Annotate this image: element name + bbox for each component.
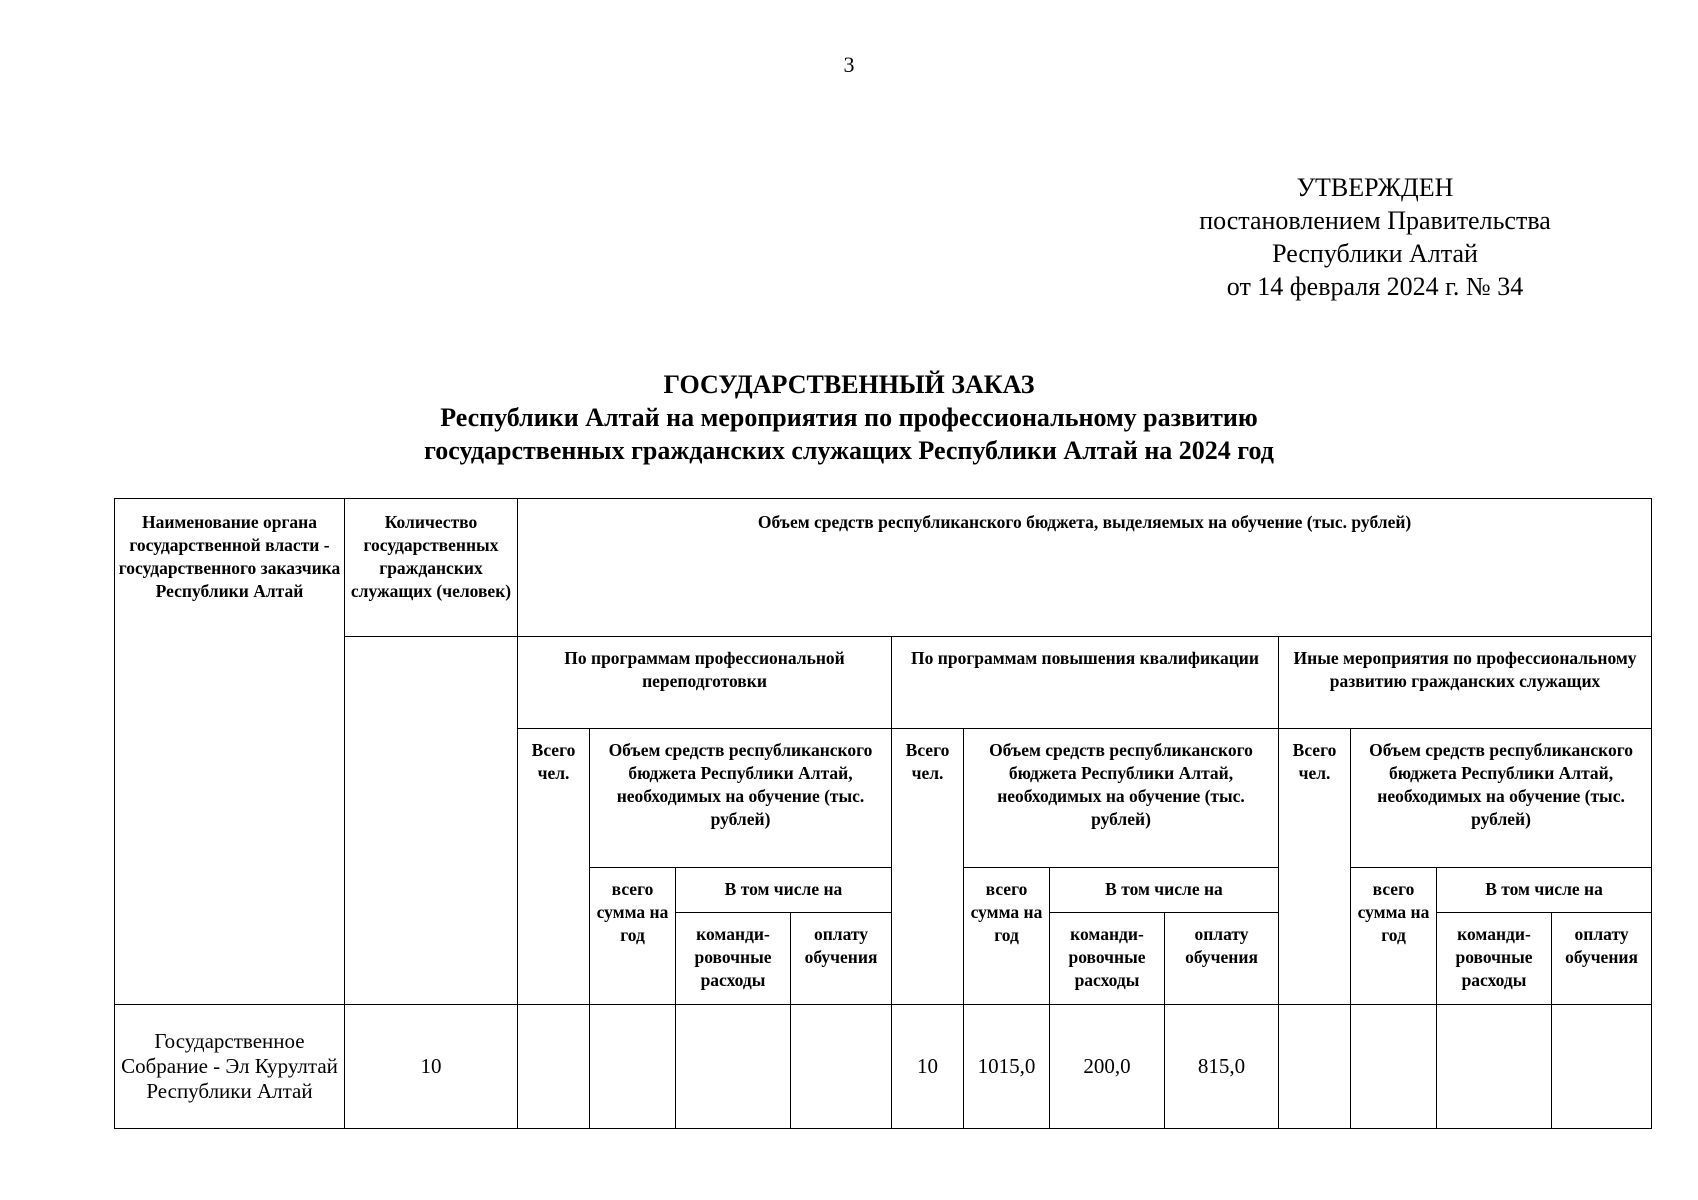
header-volume: Объем средств республиканского бюджета Республики Алтай, необходимых на обучение (тыс. рублей) <box>964 729 1279 868</box>
header-organ: Наименование органа государственной власти - государственного заказчика Республики Алтай <box>115 499 345 1005</box>
cell-retraining-total <box>590 1005 676 1129</box>
state-order-table <box>114 498 1652 1129</box>
header-count-blank <box>345 637 518 1005</box>
cell-qualification-people: 10 <box>892 1005 964 1129</box>
title-line-3: государственных гражданских служащих Республики Алтай на 2024 год <box>424 436 1274 465</box>
header-group-qualification: По программам повышения квалификации <box>892 637 1279 729</box>
approval-line-3: Республики Алтай <box>1272 239 1478 268</box>
approval-line-2: постановлением Правительства <box>1199 206 1551 235</box>
header-total-sum: всего сумма на год <box>590 868 676 1005</box>
header-employee-count: Количество государственных гражданских служащих (человек) <box>345 499 518 637</box>
header-tuition: оплату обучения <box>1552 913 1652 1005</box>
header-total-people: Всего чел. <box>892 729 964 1005</box>
cell-organ: Государственное Собрание - Эл Курултай Республики Алтай <box>115 1005 345 1129</box>
cell-qualification-tuition: 815,0 <box>1165 1005 1279 1129</box>
table-row <box>115 1005 1652 1129</box>
header-including: В том числе на <box>1050 868 1279 913</box>
header-including: В том числе на <box>1437 868 1652 913</box>
cell-qualification-total: 1015,0 <box>964 1005 1050 1129</box>
header-tuition: оплату обучения <box>791 913 892 1005</box>
header-group-other: Иные мероприятия по профессиональному развитию гражданских служащих <box>1279 637 1652 729</box>
header-group-retraining: По программам профессиональной переподготовки <box>518 637 892 729</box>
cell-qualification-travel: 200,0 <box>1050 1005 1165 1129</box>
cell-retraining-travel <box>676 1005 791 1129</box>
cell-retraining-tuition <box>791 1005 892 1129</box>
header-budget: Объем средств республиканского бюджета, выделяемых на обучение (тыс. рублей) <box>518 499 1652 637</box>
header-travel-expenses: команди-ровочные расходы <box>1437 913 1552 1005</box>
header-including: В том числе на <box>676 868 892 913</box>
cell-other-travel <box>1437 1005 1552 1129</box>
approval-stamp <box>1160 171 1590 303</box>
header-volume: Объем средств республиканского бюджета Республики Алтай, необходимых на обучение (тыс. рублей) <box>1351 729 1652 868</box>
cell-retraining-people <box>518 1005 590 1129</box>
page-number: 3 <box>843 52 855 77</box>
header-total-people: Всего чел. <box>1279 729 1351 1005</box>
header-total-sum: всего сумма на год <box>964 868 1050 1005</box>
title-line-1: ГОСУДАРСТВЕННЫЙ ЗАКАЗ <box>663 370 1035 399</box>
approval-line-1: УТВЕРЖДЕН <box>1296 173 1454 202</box>
cell-other-people <box>1279 1005 1351 1129</box>
header-volume: Объем средств республиканского бюджета Республики Алтай, необходимых на обучение (тыс. рублей) <box>590 729 892 868</box>
header-travel-expenses: команди-ровочные расходы <box>676 913 791 1005</box>
cell-other-tuition <box>1552 1005 1652 1129</box>
document-title <box>0 368 1698 467</box>
cell-employee-count: 10 <box>345 1005 518 1129</box>
header-total-people: Всего чел. <box>518 729 590 1005</box>
title-line-2: Республики Алтай на мероприятия по профессиональному развитию <box>440 403 1258 432</box>
header-travel-expenses: команди-ровочные расходы <box>1050 913 1165 1005</box>
cell-other-total <box>1351 1005 1437 1129</box>
header-total-sum: всего сумма на год <box>1351 868 1437 1005</box>
header-tuition: оплату обучения <box>1165 913 1279 1005</box>
approval-line-4: от 14 февраля 2024 г. № 34 <box>1226 272 1524 301</box>
